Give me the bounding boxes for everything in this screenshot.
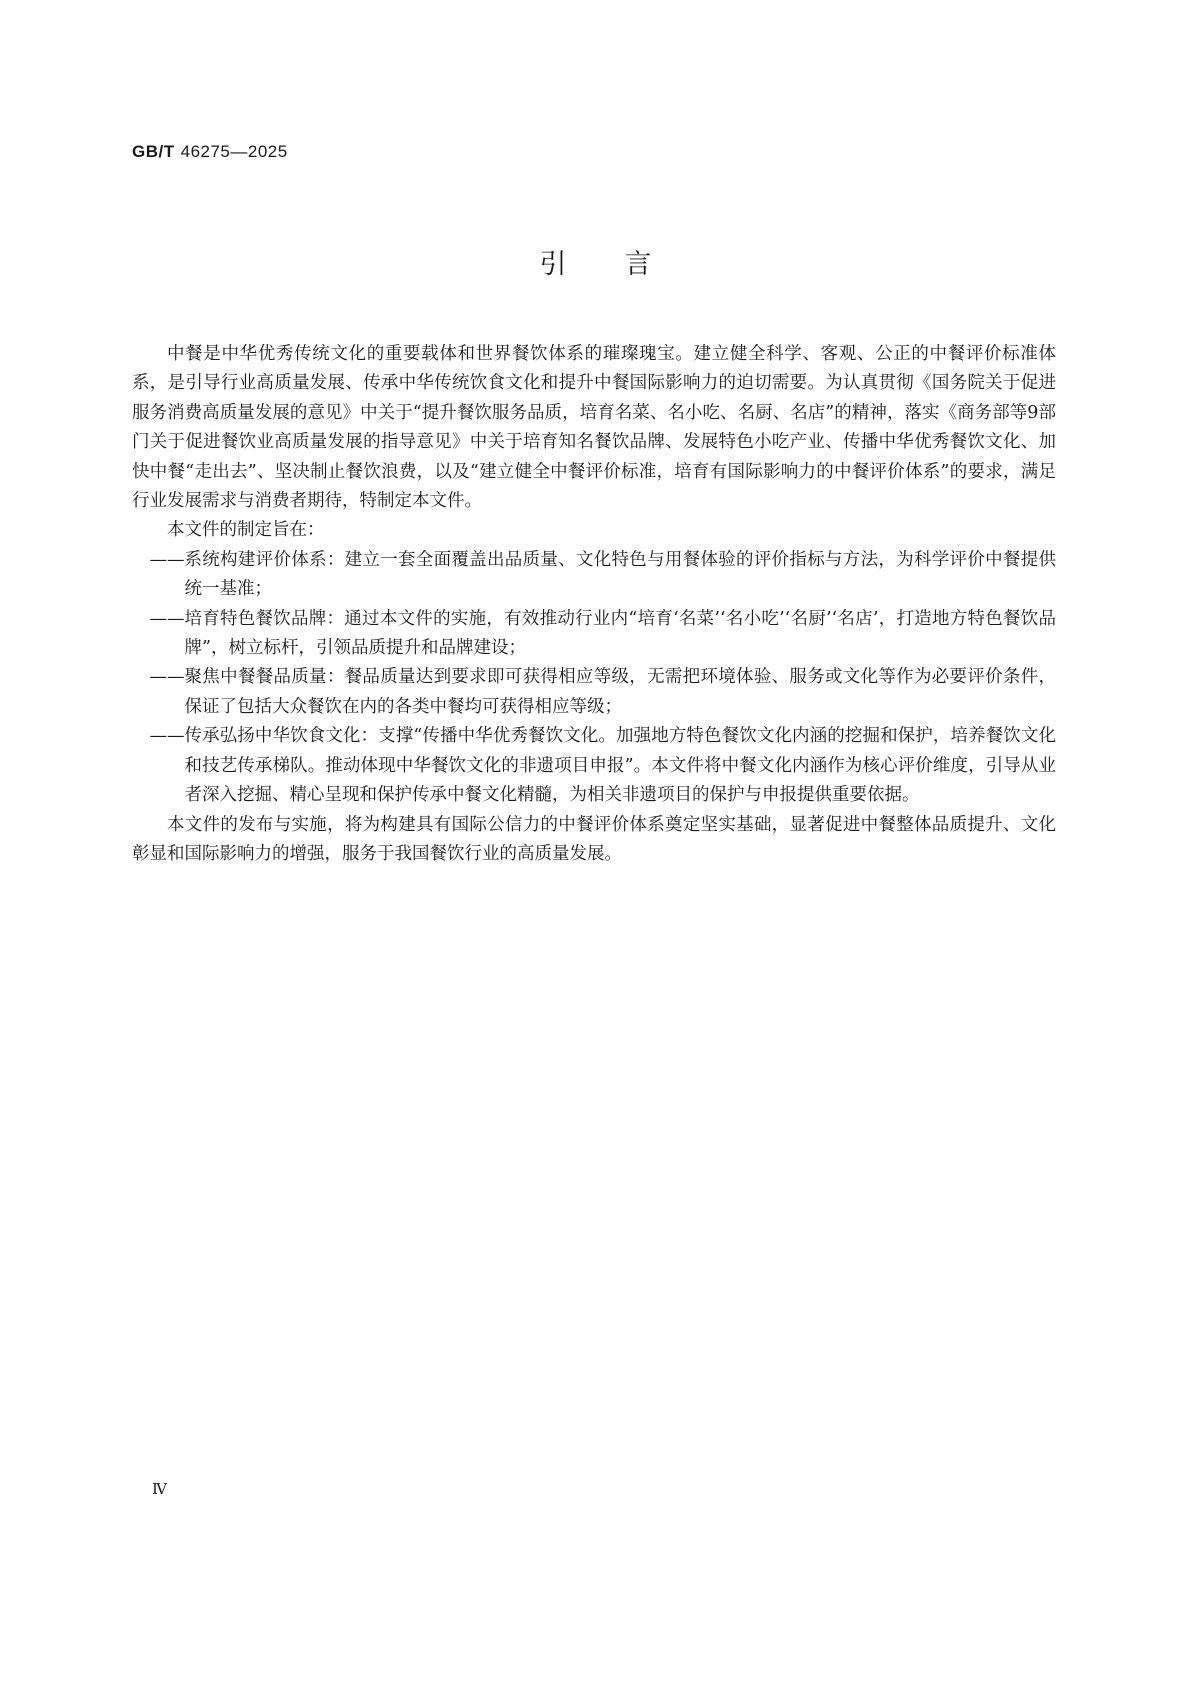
- list-item: [132, 605, 1056, 664]
- standard-code-prefix: GB/T: [132, 142, 175, 161]
- purpose-lead: 本文件的制定旨在：: [167, 520, 325, 541]
- page-number: Ⅳ: [152, 1482, 167, 1498]
- bullet-dash: ——: [149, 549, 185, 570]
- list-item-text: 系统构建评价体系：建立一套全面覆盖出品质量、文化特色与用餐体验的评价指标与方法，为科学评价中餐提供统一基准；: [184, 549, 1056, 600]
- bullet-dash: ——: [149, 726, 185, 747]
- purpose-list: [132, 546, 1056, 811]
- list-item: [132, 663, 1056, 722]
- list-item: [132, 546, 1056, 605]
- list-item: [132, 722, 1056, 810]
- standard-code-number: 46275—2025: [180, 142, 288, 161]
- list-item-text: 培育特色餐饮品牌：通过本文件的实施，有效推动行业内“培育‘名菜’‘名小吃’‘名厨’‘名店’，打造地方特色餐饮品牌”，树立标杆，引领品质提升和品牌建设；: [184, 608, 1056, 659]
- closing-paragraph: 本文件的发布与实施，将为构建具有国际公信力的中餐评价体系奠定坚实基础，显著促进中餐整体品质提升、文化彰显和国际影响力的增强，服务于我国餐饮行业的高质量发展。: [132, 814, 1056, 864]
- bullet-dash: ——: [149, 667, 185, 688]
- page-title: 引言: [539, 249, 710, 280]
- standard-code: [132, 142, 288, 162]
- list-item-text: 聚焦中餐餐品质量：餐品质量达到要求即可获得相应等级，无需把环境体验、服务或文化等作为必要评价条件，保证了包括大众餐饮在内的各类中餐均可获得相应等级；: [184, 667, 1056, 717]
- intro-paragraph: 中餐是中华优秀传统文化的重要载体和世界餐饮体系的璀璨瑰宝。建立健全科学、客观、公正的中餐评价标准体系，是引导行业高质量发展、传承中华传统饮食文化和提升中餐国际影响力的迫切需要。为认真贯彻《国务院关于促进服务消费高质量发展的意见》中关于“提升餐饮服务品质，培育名菜、名小吃、名厨、名店”的精神，落实《商务部等9部门关于促进餐饮业高质量发展的指导意见》中关于培育知名餐饮品牌、发展特色小吃产业、传播中华优秀餐饮文化、加快中餐“走出去”、坚决制止餐饮浪费，以及“建立健全中餐评价标准，培育有国际影响力的中餐评价体系”的要求，满足行业发展需求与消费者期待，特制定本文件。: [132, 344, 1056, 512]
- introduction-body: [132, 340, 1056, 869]
- bullet-dash: ——: [149, 608, 185, 629]
- list-item-text: 传承弘扬中华饮食文化：支撑“传播中华优秀餐饮文化。加强地方特色餐饮文化内涵的挖掘和保护，培养餐饮文化和技艺传承梯队。推动体现中华餐饮文化的非遗项目申报”。本文件将中餐文化内涵作为核心评价维度，引导从业者深入挖掘、精心呈现和保护传承中餐文化精髓，为相关非遗项目的保护与申报提供重要依据。: [184, 726, 1056, 806]
